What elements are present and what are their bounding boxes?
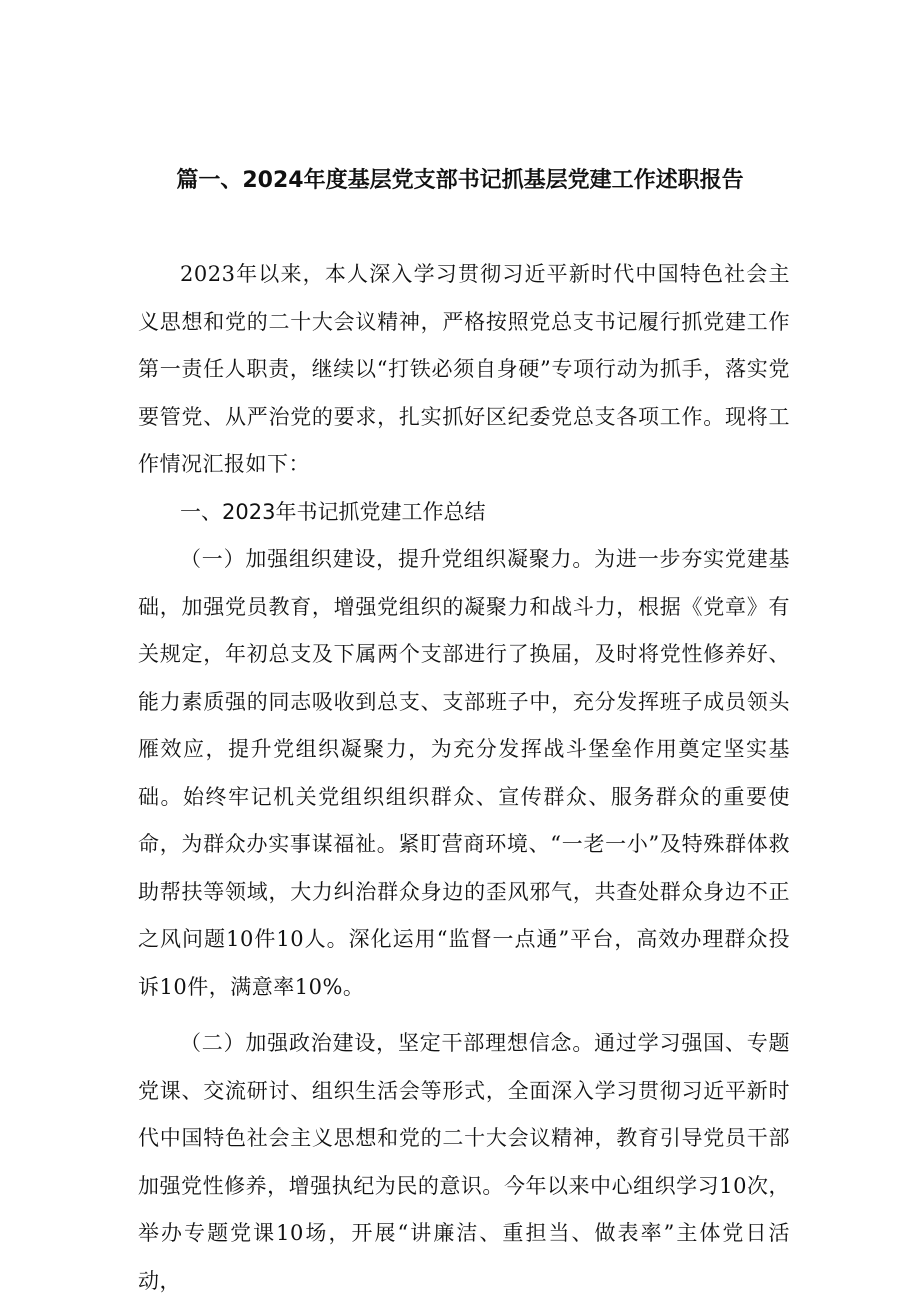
section-heading: 一、2023年书记抓党建工作总结	[180, 499, 486, 524]
intro-paragraph: 2023年以来，本人深入学习贯彻习近平新时代中国特色社会主义思想和党的二十大会议精神，严格按照党总支书记履行抓党建工作第一责任人职责，继续以“打铁必须自身硬”专项行动为抓手，落实党要管党、从严治党的要求，扎实抓好区纪委党总支各项工作。现将工作情况汇报如下：	[138, 262, 790, 476]
document-body	[138, 251, 790, 1305]
body-paragraph: （二）加强政治建设，坚定干部理想信念。通过学习强国、专题党课、交流研讨、组织生活会等形式，全面深入学习贯彻习近平新时代中国特色社会主义思想和党的二十大会议精神，教育引导党员干部加强党性修养，增强执纪为民的意识。今年以来中心组织学习10次，举办专题党课10场，开展“讲廉洁、重担当、做表率”主体党日活动，	[138, 1031, 790, 1293]
document-title: 篇一、2024年度基层党支部书记抓基层党建工作述职报告	[176, 168, 744, 193]
body-paragraph: （一）加强组织建设，提升党组织凝聚力。为进一步夯实党建基础，加强党员教育，增强党组织的凝聚力和战斗力，根据《党章》有关规定，年初总支及下属两个支部进行了换届，及时将党性修养好、能力素质强的同志吸收到总支、支部班子中，充分发挥班子成员领头雁效应，提升党组织凝聚力，为充分发挥战斗堡垒作用奠定坚实基础。始终牢记机关党组织组织群众、宣传群众、服务群众的重要使命，为群众办实事谋福祉。紧盯营商环境、“一老一小”及特殊群体救助帮扶等领域，大力纠治群众身边的歪风邪气，共查处群众身边不正之风问题10件10人。深化运用“监督一点通”平台，高效办理群众投诉10件，满意率10%。	[138, 547, 790, 999]
